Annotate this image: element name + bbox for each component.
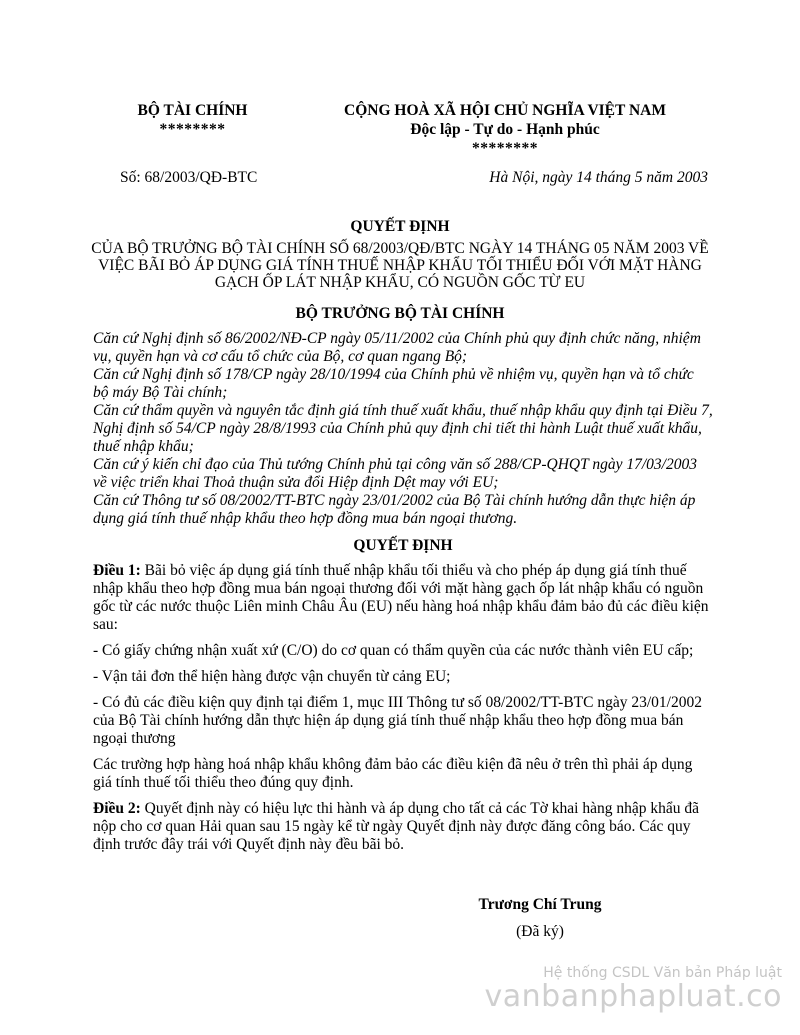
- condition-1: - Có giấy chứng nhận xuất xứ (C/O) do cơ quan có thẩm quyền của các nước thành viên EU cấp;: [93, 642, 694, 659]
- legal-basis-1: Căn cứ Nghị định số 86/2002/NĐ-CP ngày 05/11/2002 của Chính phủ quy định chức năng, nhiệm vụ, quyền hạn và cơ cấu tổ chức của Bộ, cơ quan ngang Bộ;: [93, 330, 701, 365]
- issuing-authority: BỘ TRƯỞNG BỘ TÀI CHÍNH: [295, 305, 505, 322]
- article-1-text: Bãi bỏ việc áp dụng giá tính thuế nhập khẩu tối thiểu và cho phép áp dụng giá tính thuế nhập khẩu theo hợp đồng mua bán ngoại thương đối với mặt hàng gạch ốp lát nhập khẩu có nguồn gốc từ các nước thuộc Liên minh Châu Âu (EU) nếu hàng hoá nhập khẩu đảm bảo đủ các điều kiện sau:: [93, 562, 709, 633]
- motto: Độc lập - Tự do - Hạnh phúc: [410, 121, 600, 138]
- legal-basis-2: Căn cứ Nghị định số 178/CP ngày 28/10/1994 của Chính phủ về nhiệm vụ, quyền hạn và tổ chức bộ máy Bộ Tài chính;: [93, 366, 694, 401]
- signed-note: (Đã ký): [516, 923, 564, 940]
- decision-heading: QUYẾT ĐỊNH: [353, 537, 453, 554]
- document-number: Số: 68/2003/QĐ-BTC: [120, 169, 258, 186]
- agency-stars: ********: [159, 121, 226, 138]
- motto-stars: ********: [472, 140, 538, 157]
- condition-2: - Vận tải đơn thể hiện hàng được vận chuyển từ cảng EU;: [93, 668, 451, 685]
- country-name: CỘNG HOÀ XÃ HỘI CHỦ NGHĨA VIỆT NAM: [344, 102, 666, 119]
- article-1-closing: Các trường hợp hàng hoá nhập khẩu không đảm bảo các điều kiện đã nêu ở trên thì phải áp dụng giá tính thuế tối thiểu theo đúng quy định.: [93, 756, 693, 791]
- article-1: [93, 562, 713, 634]
- document-title: QUYẾT ĐỊNH: [350, 218, 450, 235]
- document-body: [93, 330, 713, 862]
- article-2: [93, 800, 713, 854]
- condition-3: - Có đủ các điều kiện quy định tại điểm 1, mục III Thông tư số 08/2002/TT-BTC ngày 23/01/2002 của Bộ Tài chính hướng dẫn thực hiện áp dụng giá tính thuế nhập khẩu theo hợp đồng mua bán ngoại thương: [93, 694, 702, 747]
- legal-basis-4: Căn cứ ý kiến chỉ đạo của Thủ tướng Chính phủ tại công văn số 288/CP-QHQT ngày 17/03/2003 về việc triển khai Thoả thuận sửa đổi Hiệp định Dệt may với EU;: [93, 456, 697, 491]
- legal-basis-5: Căn cứ Thông tư số 08/2002/TT-BTC ngày 23/01/2002 của Bộ Tài chính hướng dẫn thực hiện áp dụng giá tính thuế nhập khẩu theo hợp đồng mua bán ngoại thương.: [93, 492, 696, 527]
- signature-block: [465, 891, 615, 945]
- agency-header: [135, 101, 250, 139]
- agency-name: BỘ TÀI CHÍNH: [137, 102, 248, 119]
- document-subtitle: CỦA BỘ TRƯỞNG BỘ TÀI CHÍNH SỐ 68/2003/QĐ/BTC NGÀY 14 THÁNG 05 NĂM 2003 VỀ VIỆC BÃI BỎ ÁP DỤNG GIÁ TÍNH THUẾ NHẬP KHẨU TỐI THIỂU ĐỐI VỚI MẶT HÀNG GẠCH ỐP LÁT NHẬP KHẨU, CÓ NGUỒN GỐC TỪ EU: [91, 240, 709, 291]
- national-header: [330, 101, 680, 158]
- article-1-label: Điều 1:: [93, 562, 141, 579]
- legal-basis-3: Căn cứ thẩm quyền và nguyên tắc định giá tính thuế xuất khẩu, thuế nhập khẩu quy định tại Điều 7, Nghị định số 54/CP ngày 28/8/1993 của Chính phủ quy định chi tiết thi hành Luật thuế xuất khẩu, thuế nhập khẩu;: [93, 402, 713, 455]
- article-2-label: Điều 2:: [93, 800, 141, 817]
- signer-name: Trương Chí Trung: [478, 896, 602, 913]
- watermark-line-1: Hệ thống CSDL Văn bản Pháp luật: [543, 965, 782, 981]
- watermark-line-2: vanbanphapluat.co: [484, 979, 782, 1014]
- place-date: Hà Nội, ngày 14 tháng 5 năm 2003: [489, 169, 708, 186]
- article-2-text: Quyết định này có hiệu lực thi hành và áp dụng cho tất cả các Tờ khai hàng nhập khẩu đã nộp cho cơ quan Hải quan sau 15 ngày kể từ ngày Quyết định này được đăng công báo. Các quy định trước đây trái với Quyết định này đều bãi bỏ.: [93, 800, 700, 853]
